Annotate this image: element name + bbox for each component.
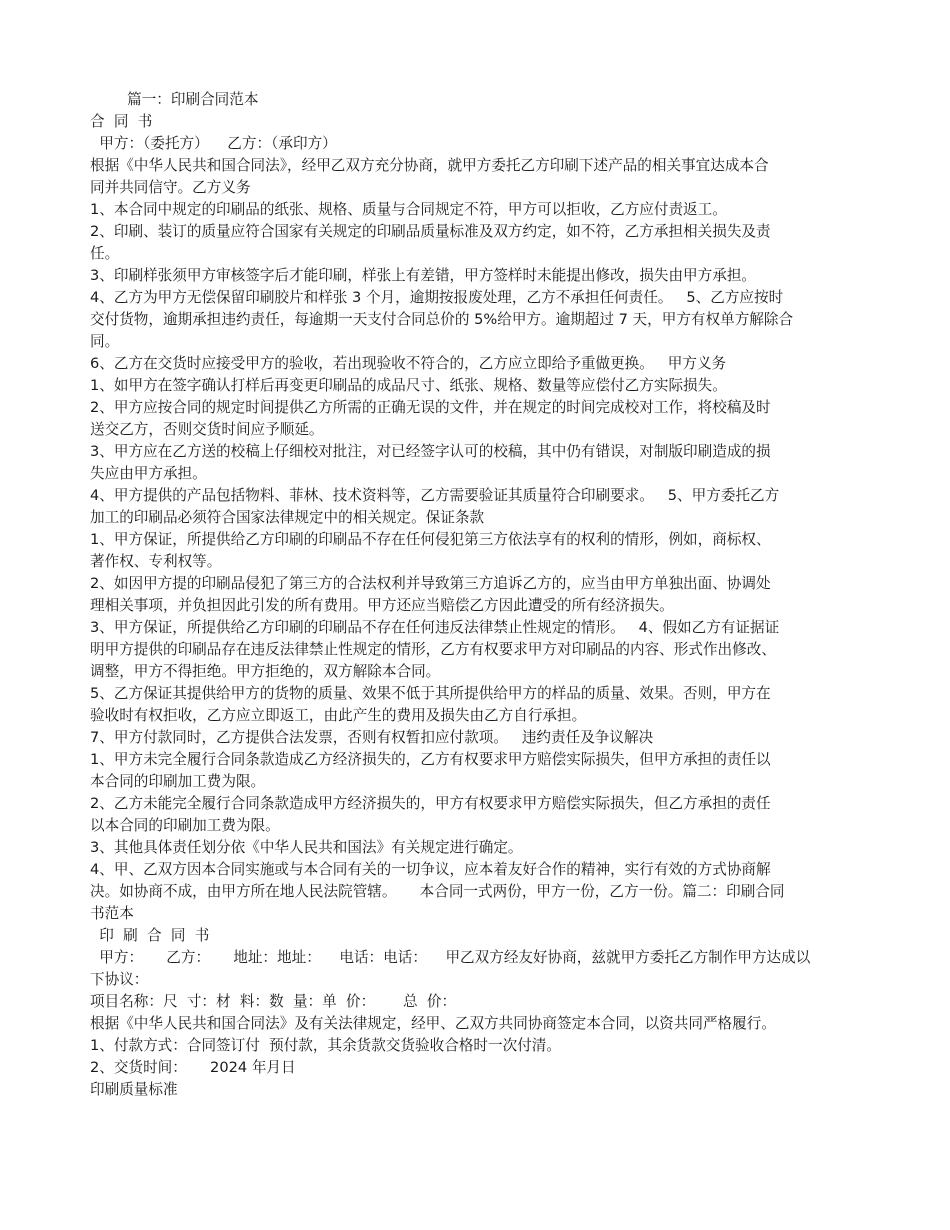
text-line: 3、甲方保证，所提供给乙方印刷的印刷品不存在任何违反法律禁止性规定的情形。 4、假如乙方有证据证 <box>90 619 780 636</box>
text-line: 1、甲方保证，所提供给乙方印刷的印刷品不存在任何侵犯第三方依法享有的权利的情形，例如，商标权、 <box>90 531 771 548</box>
text-line: 7、甲方付款同时，乙方提供合法发票，否则有权暂扣应付款项。 违约责任及争议解决 <box>90 729 654 746</box>
text-line: 加工的印刷品必须符合国家法律规定中的相关规定。保证条款 <box>90 509 485 526</box>
text-line: 理相关事项，并负担因此引发的所有费用。甲方还应当赔偿乙方因此遭受的所有经济损失。 <box>90 597 674 614</box>
text-line: 甲方： 乙方： 地址：地址： 电话：电话： 甲乙双方经友好协商，兹就甲方委托乙方制作甲方达成以 <box>90 949 811 966</box>
text-line: 著作权、专利权等。 <box>90 553 222 570</box>
text-line: 印 刷 合 同 书 <box>90 927 210 944</box>
text-line: 1、如甲方在签字确认打样后再变更印刷品的成品尺寸、纸张、规格、数量等应偿付乙方实际损失。 <box>90 377 727 394</box>
text-line: 4、甲方提供的产品包括物料、菲林、技术资料等，乙方需要验证其质量符合印刷要求。 5、甲方委托乙方 <box>90 487 780 504</box>
text-line: 同。 <box>90 333 120 350</box>
text-line: 失应由甲方承担。 <box>90 465 207 482</box>
text-line: 4、乙方为甲方无偿保留印刷胶片和样张 3 个月，逾期按报废处理，乙方不承担任何责任。 5、乙方应按时 <box>90 289 784 306</box>
text-line: 4、甲、乙双方因本合同实施或与本合同有关的一切争议，应本着友好合作的精神，实行有效的方式协商解 <box>90 861 771 878</box>
text-line: 2、印刷、装订的质量应符合国家有关规定的印刷品质量标准及双方约定，如不符，乙方承担相关损失及责 <box>90 223 771 240</box>
text-line: 合 同 书 <box>90 113 153 130</box>
text-line: 决。如协商不成，由甲方所在地人民法院管辖。 本合同一式两份，甲方一份，乙方一份。篇二：印刷合同 <box>90 883 785 900</box>
text-line: 3、其他具体责任划分依《中华人民共和国法》有关规定进行确定。 <box>90 839 523 856</box>
text-line: 送交乙方，否则交货时间应予顺延。 <box>90 421 324 438</box>
text-line: 1、付款方式：合同签订付 预付款，其余货款交货验收合格时一次付清。 <box>90 1037 561 1054</box>
text-line: 3、甲方应在乙方送的校稿上仔细校对批注，对已经签字认可的校稿，其中仍有错误，对制版印刷造成的损 <box>90 443 771 460</box>
text-line: 项目名称：尺 寸：材 料：数 量：单 价： 总 价： <box>90 993 457 1010</box>
text-line: 调整，甲方不得拒绝。甲方拒绝的，双方解除本合同。 <box>90 663 441 680</box>
text-line: 明甲方提供的印刷品存在违反法律禁止性规定的情形，乙方有权要求甲方对印刷品的内容、形式作出修改、 <box>90 641 776 658</box>
text-line: 甲方：（委托方） 乙方：（承印方） <box>90 135 337 152</box>
text-line: 下协议： <box>90 971 149 988</box>
text-line: 任。 <box>90 245 120 262</box>
text-line: 根据《中华人民共和国合同法》及有关法律规定，经甲、乙双方共同协商签定本合同，以资共同严格履行。 <box>90 1015 776 1032</box>
text-line: 验收时有权拒收，乙方应立即返工，由此产生的费用及损失由乙方自行承担。 <box>90 707 587 724</box>
text-line: 5、乙方保证其提供给甲方的货物的质量、效果不低于其所提供给甲方的样品的质量、效果。否则，甲方在 <box>90 685 771 702</box>
text-line: 本合同的印刷加工费为限。 <box>90 773 266 790</box>
text-line: 书范本 <box>90 905 134 922</box>
text-line: 6、乙方在交货时应接受甲方的验收，若出现验收不符合的，乙方应立即给予重做更换。 甲方义务 <box>90 355 727 372</box>
text-line: 2、甲方应按合同的规定时间提供乙方所需的正确无误的文件，并在规定的时间完成校对工作，将校稿及时 <box>90 399 771 416</box>
text-line: 2、乙方未能完全履行合同条款造成甲方经济损失的，甲方有权要求甲方赔偿实际损失，但乙方承担的责任 <box>90 795 771 812</box>
text-line: 篇一：印刷合同范本 <box>90 91 259 108</box>
text-line: 2、如因甲方提的印刷品侵犯了第三方的合法权利并导致第三方追诉乙方的，应当由甲方单独出面、协调处 <box>90 575 771 592</box>
text-line: 以本合同的印刷加工费为限。 <box>90 817 280 834</box>
text-line: 2、交货时间： 2024 年月日 <box>90 1059 296 1076</box>
text-line: 根据《中华人民共和国合同法》，经甲乙双方充分协商，就甲方委托乙方印刷下述产品的相关事宜达成本合 <box>90 157 769 174</box>
text-line: 同并共同信守。乙方义务 <box>90 179 251 196</box>
text-line: 交付货物，逾期承担违约责任，每逾期一天支付合同总价的 5%给甲方。逾期超过 7 天，甲方有权单方解除合 <box>90 311 794 328</box>
text-line: 3、印刷样张须甲方审核签字后才能印刷，样张上有差错，甲方签样时未能提出修改，损失由甲方承担。 <box>90 267 757 284</box>
text-line: 印刷质量标准 <box>90 1081 178 1098</box>
text-line: 1、本合同中规定的印刷品的纸张、规格、质量与合同规定不符，甲方可以拒收，乙方应付责返工。 <box>90 201 727 218</box>
text-line: 1、甲方未完全履行合同条款造成乙方经济损失的，乙方有权要求甲方赔偿实际损失，但甲方承担的责任以 <box>90 751 771 768</box>
